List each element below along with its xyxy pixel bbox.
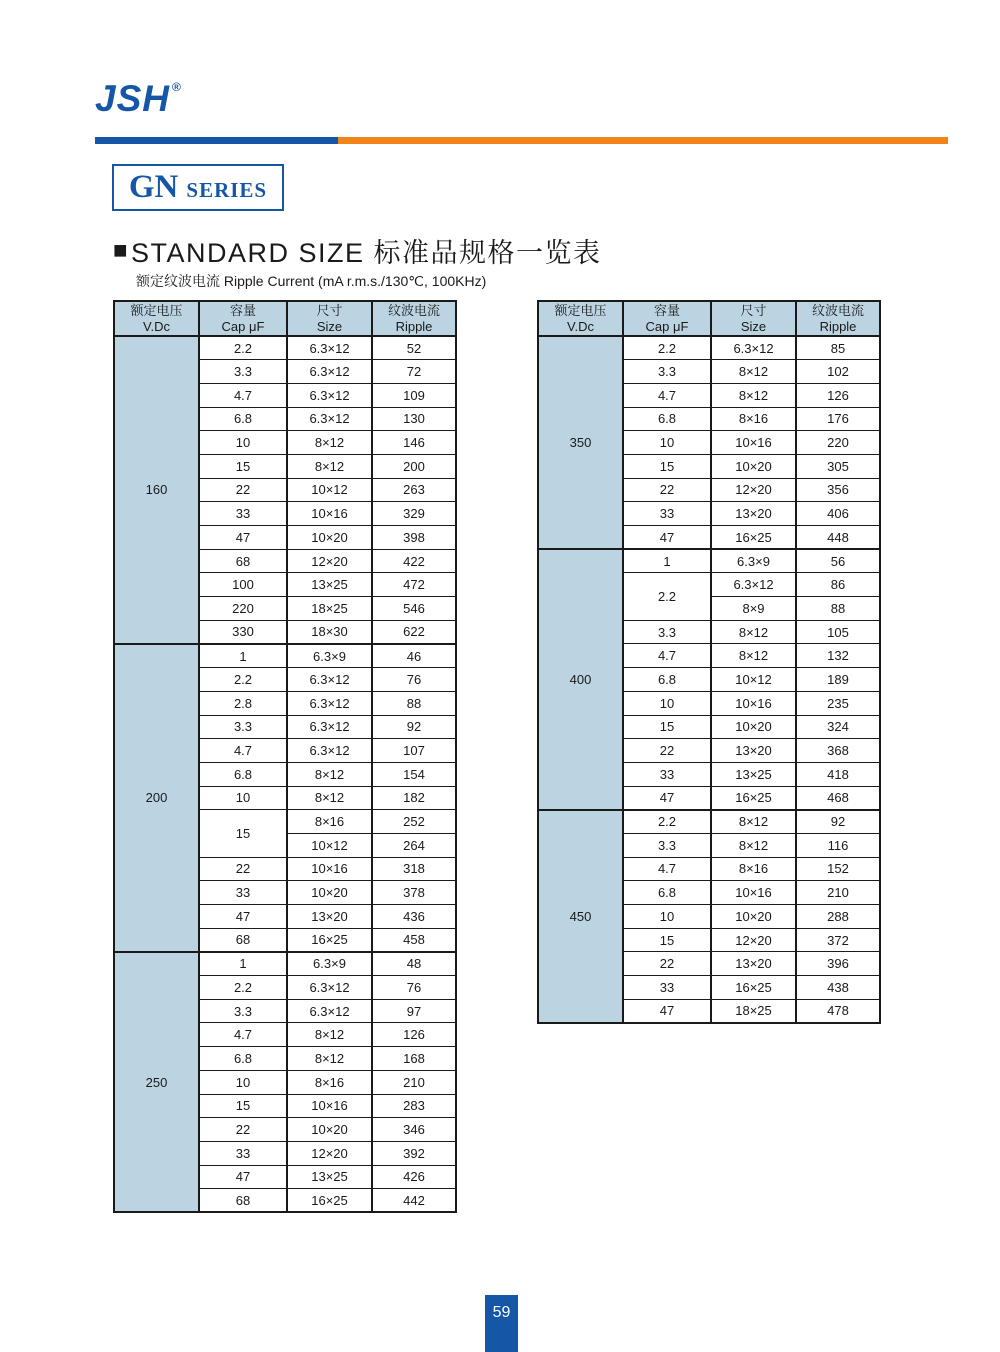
square-bullet-icon: ■: [113, 236, 129, 264]
ripple-cell: 56: [796, 549, 880, 573]
column-header-cap: 容量 Cap μF: [623, 301, 711, 336]
size-cell: 10×16: [287, 502, 372, 526]
cap-cell: 47: [623, 786, 711, 810]
cap-cell: 10: [623, 431, 711, 455]
cap-cell: 33: [199, 1141, 287, 1165]
size-cell: 6.3×12: [287, 715, 372, 739]
cap-cell: 15: [199, 1094, 287, 1118]
size-cell: 13×25: [711, 762, 796, 786]
size-cell: 13×20: [287, 905, 372, 929]
ripple-cell: 152: [796, 857, 880, 881]
size-cell: 10×20: [711, 905, 796, 929]
voltage-cell: 200: [114, 644, 199, 952]
header-row: [538, 301, 880, 336]
cap-cell: 33: [199, 502, 287, 526]
cap-cell: 22: [623, 739, 711, 763]
ripple-cell: 116: [796, 833, 880, 857]
size-cell: 8×12: [711, 644, 796, 668]
size-cell: 18×25: [287, 597, 372, 621]
cap-cell: 4.7: [199, 383, 287, 407]
ripple-cell: 288: [796, 905, 880, 929]
cap-cell: 3.3: [623, 620, 711, 644]
cap-cell: 100: [199, 573, 287, 597]
size-cell: 8×12: [287, 762, 372, 786]
size-cell: 16×25: [711, 526, 796, 550]
size-cell: 6.3×12: [711, 336, 796, 360]
ripple-cell: 418: [796, 762, 880, 786]
size-cell: 18×30: [287, 620, 372, 644]
cap-cell: 22: [623, 952, 711, 976]
size-cell: 8×16: [711, 407, 796, 431]
cap-cell: 22: [623, 478, 711, 502]
ripple-cell: 176: [796, 407, 880, 431]
ripple-cell: 102: [796, 360, 880, 384]
spec-table-left: [113, 300, 457, 1213]
ripple-cell: 220: [796, 431, 880, 455]
ripple-cell: 378: [372, 881, 456, 905]
cap-cell: 10: [199, 1070, 287, 1094]
size-cell: 13×20: [711, 739, 796, 763]
ripple-cell: 146: [372, 431, 456, 455]
ripple-cell: 546: [372, 597, 456, 621]
ripple-cell: 200: [372, 454, 456, 478]
voltage-cell: 250: [114, 952, 199, 1213]
series-label: SERIES: [186, 178, 268, 202]
cap-cell: 1: [623, 549, 711, 573]
cap-cell: 4.7: [199, 739, 287, 763]
size-cell: 10×12: [287, 478, 372, 502]
ripple-cell: 426: [372, 1165, 456, 1189]
size-cell: 8×12: [711, 620, 796, 644]
cap-cell: 6.8: [623, 668, 711, 692]
ripple-cell: 329: [372, 502, 456, 526]
column-header-voltage: 额定电压 V.Dc: [114, 301, 199, 336]
ripple-cell: 168: [372, 1047, 456, 1071]
table-row: [538, 336, 880, 360]
size-cell: 18×25: [711, 999, 796, 1023]
column-header-voltage: 额定电压 V.Dc: [538, 301, 623, 336]
table-row: [114, 644, 456, 668]
size-cell: 6.3×12: [287, 336, 372, 360]
ripple-cell: 458: [372, 928, 456, 952]
series-name: GN: [128, 169, 179, 205]
cap-cell: 47: [199, 526, 287, 550]
size-cell: 10×16: [711, 881, 796, 905]
cap-cell: 2.2: [199, 976, 287, 1000]
ripple-cell: 318: [372, 857, 456, 881]
cap-cell: 2.2: [623, 573, 711, 620]
cap-cell: 2.2: [199, 336, 287, 360]
column-header-ripple: 纹波电流 Ripple: [372, 301, 456, 336]
cap-cell: 6.8: [623, 407, 711, 431]
header-row: [114, 301, 456, 336]
table-row: [538, 549, 880, 573]
size-cell: 10×20: [287, 1118, 372, 1142]
size-cell: 12×20: [287, 549, 372, 573]
cap-cell: 220: [199, 597, 287, 621]
ripple-cell: 283: [372, 1094, 456, 1118]
cap-cell: 33: [623, 762, 711, 786]
size-cell: 12×20: [711, 928, 796, 952]
ripple-cell: 406: [796, 502, 880, 526]
size-cell: 6.3×12: [287, 668, 372, 692]
ripple-cell: 130: [372, 407, 456, 431]
size-cell: 6.3×12: [287, 407, 372, 431]
ripple-cell: 154: [372, 762, 456, 786]
size-cell: 10×20: [287, 526, 372, 550]
ripple-cell: 324: [796, 715, 880, 739]
ripple-cell: 442: [372, 1189, 456, 1213]
ripple-cell: 72: [372, 360, 456, 384]
ripple-cell: 346: [372, 1118, 456, 1142]
cap-cell: 2.2: [199, 668, 287, 692]
cap-cell: 15: [623, 928, 711, 952]
table-row: [538, 810, 880, 834]
ripple-cell: 398: [372, 526, 456, 550]
cap-cell: 6.8: [623, 881, 711, 905]
header-divider-blue-segment: [95, 137, 338, 144]
ripple-cell: 85: [796, 336, 880, 360]
size-cell: 10×16: [711, 431, 796, 455]
size-cell: 8×12: [711, 833, 796, 857]
cap-cell: 3.3: [623, 833, 711, 857]
ripple-cell: 132: [796, 644, 880, 668]
ripple-cell: 263: [372, 478, 456, 502]
size-cell: 6.3×9: [287, 644, 372, 668]
ripple-cell: 372: [796, 928, 880, 952]
size-cell: 8×12: [287, 1047, 372, 1071]
size-cell: 10×12: [287, 833, 372, 857]
cap-cell: 15: [199, 454, 287, 478]
cap-cell: 15: [199, 810, 287, 857]
column-header-size: 尺寸 Size: [711, 301, 796, 336]
cap-cell: 47: [199, 1165, 287, 1189]
size-cell: 13×20: [711, 952, 796, 976]
cap-cell: 47: [623, 999, 711, 1023]
cap-cell: 10: [199, 431, 287, 455]
cap-cell: 3.3: [199, 715, 287, 739]
table-row: [114, 952, 456, 976]
ripple-cell: 448: [796, 526, 880, 550]
ripple-cell: 210: [796, 881, 880, 905]
size-cell: 8×12: [287, 786, 372, 810]
ripple-cell: 92: [796, 810, 880, 834]
section-title: STANDARD SIZE 标准品规格一览表: [131, 238, 602, 268]
cap-cell: 3.3: [623, 360, 711, 384]
cap-cell: 4.7: [623, 857, 711, 881]
cap-cell: 330: [199, 620, 287, 644]
ripple-cell: 76: [372, 668, 456, 692]
size-cell: 13×25: [287, 1165, 372, 1189]
cap-cell: 4.7: [623, 644, 711, 668]
cap-cell: 10: [199, 786, 287, 810]
size-cell: 16×25: [711, 786, 796, 810]
column-header-size: 尺寸 Size: [287, 301, 372, 336]
size-cell: 8×16: [287, 810, 372, 834]
ripple-cell: 105: [796, 620, 880, 644]
cap-cell: 6.8: [199, 762, 287, 786]
ripple-cell: 368: [796, 739, 880, 763]
cap-cell: 15: [623, 715, 711, 739]
ripple-cell: 97: [372, 999, 456, 1023]
ripple-cell: 126: [796, 383, 880, 407]
size-cell: 8×12: [287, 454, 372, 478]
cap-cell: 2.8: [199, 691, 287, 715]
ripple-cell: 438: [796, 976, 880, 1000]
size-cell: 6.3×12: [711, 573, 796, 597]
ripple-cell: 472: [372, 573, 456, 597]
size-cell: 12×20: [711, 478, 796, 502]
size-cell: 10×20: [287, 881, 372, 905]
series-badge: [112, 164, 284, 211]
size-cell: 6.3×9: [287, 952, 372, 976]
voltage-cell: 160: [114, 336, 199, 644]
size-cell: 6.3×12: [287, 976, 372, 1000]
brand-logo: [95, 78, 182, 120]
cap-cell: 1: [199, 644, 287, 668]
cap-cell: 22: [199, 478, 287, 502]
size-cell: 10×20: [711, 715, 796, 739]
cap-cell: 15: [623, 454, 711, 478]
header-divider: [95, 137, 948, 144]
cap-cell: 10: [623, 691, 711, 715]
ripple-cell: 52: [372, 336, 456, 360]
size-cell: 8×12: [287, 431, 372, 455]
size-cell: 8×16: [287, 1070, 372, 1094]
size-cell: 6.3×12: [287, 999, 372, 1023]
size-cell: 12×20: [287, 1141, 372, 1165]
size-cell: 10×20: [711, 454, 796, 478]
size-cell: 6.3×12: [287, 691, 372, 715]
size-cell: 6.3×12: [287, 360, 372, 384]
cap-cell: 22: [199, 1118, 287, 1142]
cap-cell: 2.2: [623, 810, 711, 834]
cap-cell: 68: [199, 1189, 287, 1213]
ripple-cell: 305: [796, 454, 880, 478]
cap-cell: 68: [199, 549, 287, 573]
ripple-cell: 88: [796, 597, 880, 621]
column-header-ripple: 纹波电流 Ripple: [796, 301, 880, 336]
section-heading: [113, 231, 602, 270]
voltage-cell: 400: [538, 549, 623, 810]
size-cell: 8×12: [711, 810, 796, 834]
table-row: [114, 336, 456, 360]
column-header-cap: 容量 Cap μF: [199, 301, 287, 336]
voltage-cell: 350: [538, 336, 623, 549]
ripple-cell: 252: [372, 810, 456, 834]
brand-logo-text: JSH: [95, 78, 170, 119]
ripple-cell: 468: [796, 786, 880, 810]
section-subtitle: 额定纹波电流 Ripple Current (mA r.m.s./130℃, 100KHz): [136, 273, 487, 289]
cap-cell: 47: [623, 526, 711, 550]
header-divider-orange-segment: [338, 137, 948, 144]
ripple-cell: 126: [372, 1023, 456, 1047]
size-cell: 10×16: [287, 1094, 372, 1118]
ripple-cell: 622: [372, 620, 456, 644]
size-cell: 16×25: [711, 976, 796, 1000]
cap-cell: 4.7: [199, 1023, 287, 1047]
ripple-cell: 182: [372, 786, 456, 810]
cap-cell: 6.8: [199, 1047, 287, 1071]
cap-cell: 6.8: [199, 407, 287, 431]
size-cell: 8×9: [711, 597, 796, 621]
registered-trademark-icon: ®: [171, 80, 182, 94]
spec-table-right: [537, 300, 881, 1024]
ripple-cell: 210: [372, 1070, 456, 1094]
cap-cell: 33: [199, 881, 287, 905]
cap-cell: 47: [199, 905, 287, 929]
cap-cell: 33: [623, 976, 711, 1000]
size-cell: 10×16: [711, 691, 796, 715]
cap-cell: 10: [623, 905, 711, 929]
cap-cell: 33: [623, 502, 711, 526]
size-cell: 8×16: [711, 857, 796, 881]
size-cell: 10×12: [711, 668, 796, 692]
ripple-cell: 264: [372, 833, 456, 857]
size-cell: 6.3×12: [287, 383, 372, 407]
ripple-cell: 92: [372, 715, 456, 739]
ripple-cell: 392: [372, 1141, 456, 1165]
ripple-cell: 109: [372, 383, 456, 407]
size-cell: 16×25: [287, 1189, 372, 1213]
cap-cell: 22: [199, 857, 287, 881]
size-cell: 16×25: [287, 928, 372, 952]
cap-cell: 4.7: [623, 383, 711, 407]
voltage-cell: 450: [538, 810, 623, 1023]
size-cell: 6.3×9: [711, 549, 796, 573]
cap-cell: 3.3: [199, 360, 287, 384]
ripple-cell: 48: [372, 952, 456, 976]
ripple-cell: 436: [372, 905, 456, 929]
cap-cell: 68: [199, 928, 287, 952]
ripple-cell: 235: [796, 691, 880, 715]
ripple-cell: 46: [372, 644, 456, 668]
ripple-cell: 107: [372, 739, 456, 763]
ripple-cell: 422: [372, 549, 456, 573]
size-cell: 13×20: [711, 502, 796, 526]
ripple-cell: 86: [796, 573, 880, 597]
ripple-cell: 396: [796, 952, 880, 976]
size-cell: 6.3×12: [287, 739, 372, 763]
ripple-cell: 478: [796, 999, 880, 1023]
page-number-badge: 59: [485, 1295, 518, 1352]
ripple-cell: 189: [796, 668, 880, 692]
size-cell: 8×12: [287, 1023, 372, 1047]
size-cell: 10×16: [287, 857, 372, 881]
cap-cell: 1: [199, 952, 287, 976]
cap-cell: 3.3: [199, 999, 287, 1023]
ripple-cell: 88: [372, 691, 456, 715]
ripple-cell: 356: [796, 478, 880, 502]
size-cell: 8×12: [711, 360, 796, 384]
cap-cell: 2.2: [623, 336, 711, 360]
size-cell: 8×12: [711, 383, 796, 407]
size-cell: 13×25: [287, 573, 372, 597]
ripple-cell: 76: [372, 976, 456, 1000]
